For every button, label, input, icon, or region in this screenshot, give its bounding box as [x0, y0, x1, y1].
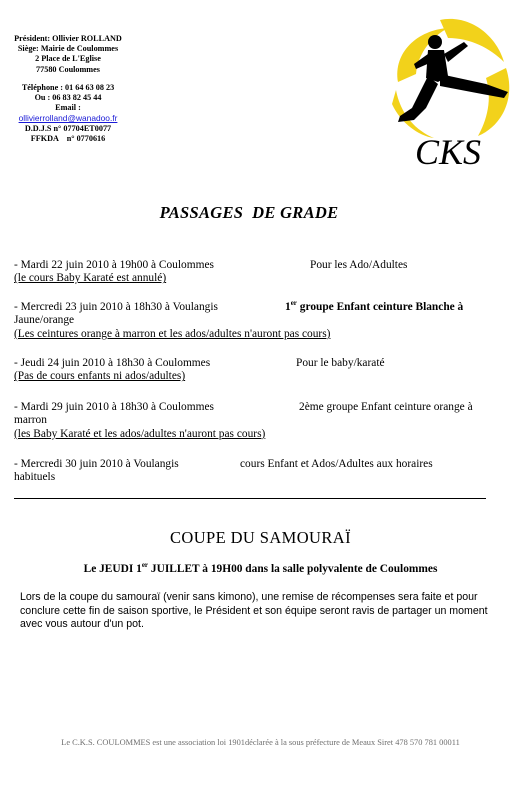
- phone-alt-line: Ou : 06 83 82 45 44: [34, 93, 102, 103]
- passage-group-continued: Jaune/orange: [14, 314, 75, 327]
- passage-item: [14, 301, 482, 341]
- phone-line: Téléphone : 01 64 63 08 23: [21, 82, 115, 92]
- siege-line: Siège: Mairie de Coulommes: [17, 44, 119, 54]
- coupe-date: Le JEUDI 1er JUILLET à 19H00 dans la salle polyvalente de Coulommes: [83, 561, 438, 575]
- passage-group-continued: habituels: [14, 471, 56, 484]
- passage-note: (le cours Baby Karaté est annulé): [14, 272, 167, 285]
- page-title: PASSAGES DE GRADE: [159, 203, 339, 222]
- passage-item: [14, 458, 482, 485]
- email-link[interactable]: ollivierrolland@wanadoo.fr: [18, 113, 118, 124]
- passage-group: Pour les Ado/Adultes: [310, 259, 408, 271]
- passage-group: 2ème groupe Enfant ceinture orange à: [299, 401, 473, 413]
- passage-date: - Mardi 29 juin 2010 à 18h30 à Coulommes: [14, 401, 214, 413]
- passage-item: [14, 259, 482, 286]
- cks-logo: [378, 12, 518, 172]
- passage-date: - Jeudi 24 juin 2010 à 18h30 à Coulommes: [14, 357, 211, 369]
- passage-date: - Mercredi 30 juin 2010 à Voulangis: [14, 458, 179, 470]
- ffkda-line: FFKDA n° 0770616: [30, 133, 106, 143]
- passage-date: - Mercredi 23 juin 2010 à 18h30 à Voulangis: [14, 301, 218, 313]
- passage-note: (Pas de cours enfants ni ados/adultes): [14, 370, 186, 383]
- passage-note: (Les ceintures orange à marron et les ados/adultes n'auront pas cours): [14, 327, 331, 340]
- ddjs-line: D.D.J.S n° 07704ET0077: [24, 123, 112, 133]
- passage-date: - Mardi 22 juin 2010 à 19h00 à Coulommes: [14, 259, 214, 271]
- passage-group: cours Enfant et Ados/Adultes aux horaires: [240, 458, 433, 470]
- address-line-2: 77580 Coulommes: [36, 64, 100, 74]
- logo-text: CKS: [414, 132, 482, 172]
- passage-group: Pour le baby/karaté: [296, 357, 385, 369]
- president-line: Président: Ollivier ROLLAND: [14, 34, 122, 43]
- passage-note: (les Baby Karaté et les ados/adultes n'auront pas cours): [14, 427, 266, 440]
- email-label: Email :: [55, 103, 81, 113]
- coupe-body: Lors de la coupe du samouraï (venir sans kimono), une remise de récompenses sera faite et pour conclure cette fin de saison sportive, le Président et son équipe seront ravis de partager un moment avec vous autour d'un pot.: [20, 591, 488, 631]
- club-header: [4, 34, 132, 144]
- passage-group-continued: marron: [14, 414, 47, 427]
- footer-legal: Le C.K.S. COULOMMES est une association loi 1901déclarée à la sous préfecture de Meaux Siret 478 570 781 00011: [61, 738, 460, 747]
- passage-item: [14, 357, 482, 384]
- passage-group: 1er groupe Enfant ceinture Blanche à: [285, 299, 464, 313]
- section-divider: [14, 498, 486, 499]
- address-line-1: 2 Place de L'Eglise: [35, 54, 101, 64]
- coupe-title: COUPE DU SAMOURAÏ: [170, 528, 351, 547]
- passage-item: [14, 401, 482, 441]
